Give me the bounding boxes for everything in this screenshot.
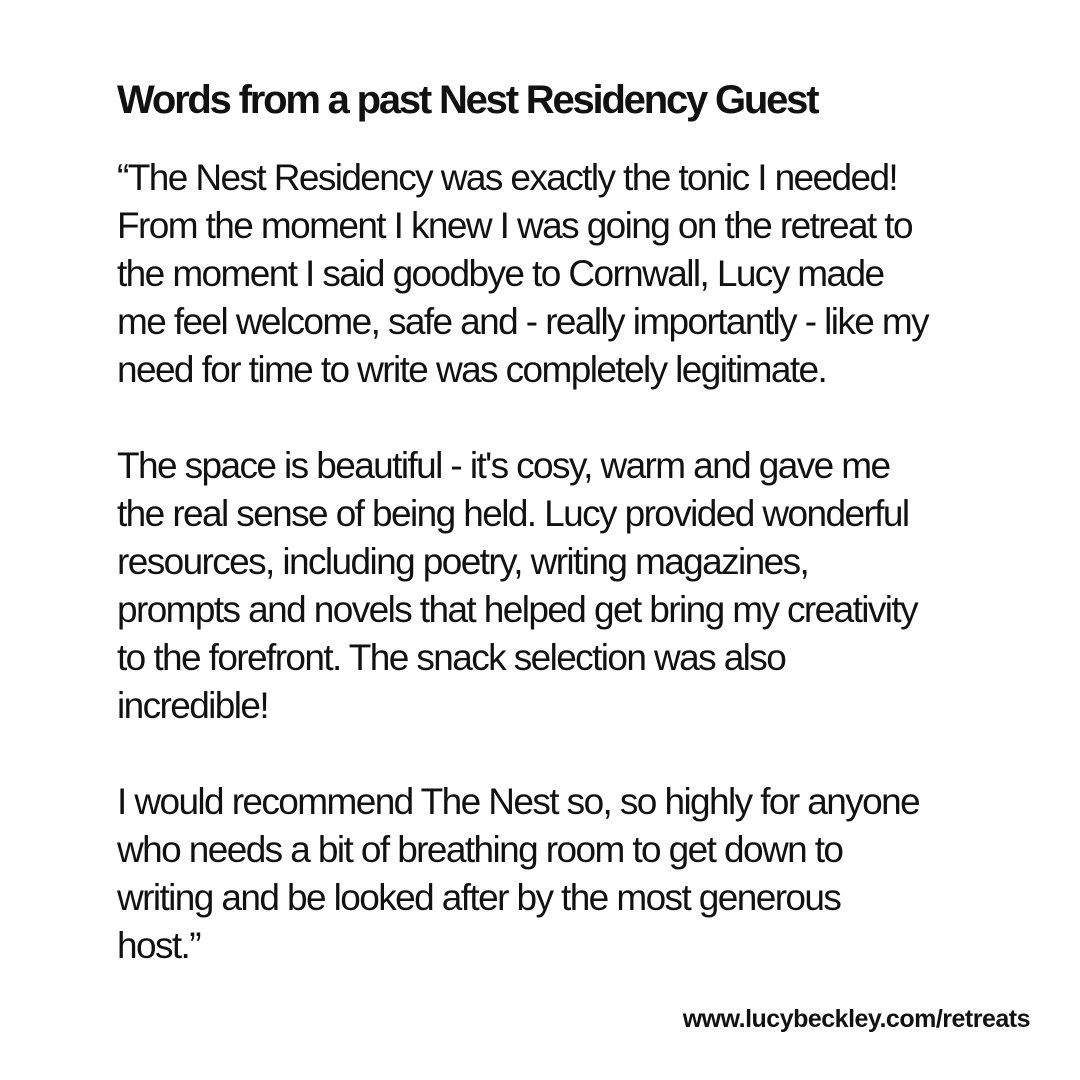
quote-line: host.” bbox=[117, 925, 200, 966]
quote-line: who needs a bit of breathing room to get down to bbox=[117, 829, 843, 870]
quote-line: the real sense of being held. Lucy provided wonderful bbox=[117, 493, 909, 534]
quote-line: prompts and novels that helped get bring my creativity bbox=[117, 589, 918, 630]
quote-paragraph-2 bbox=[117, 442, 1007, 730]
quote-paragraph-1 bbox=[117, 154, 1007, 394]
quote-line: me feel welcome, safe and - really importantly - like my bbox=[117, 301, 929, 342]
quote-line: The space is beautiful - it's cosy, warm and gave me bbox=[117, 445, 890, 486]
quote-line: writing and be looked after by the most generous bbox=[117, 877, 841, 918]
website-link[interactable]: www.lucybeckley.com/retreats bbox=[682, 1005, 1030, 1033]
quote-paragraph-3 bbox=[117, 778, 1007, 970]
testimonial-quote bbox=[117, 154, 1007, 970]
page-title: Words from a past Nest Residency Guest bbox=[117, 78, 818, 122]
quote-line: need for time to write was completely legitimate. bbox=[117, 349, 827, 390]
quote-line: incredible! bbox=[117, 685, 269, 726]
quote-line: resources, including poetry, writing magazines, bbox=[117, 541, 809, 582]
quote-line: I would recommend The Nest so, so highly for anyone bbox=[117, 781, 920, 822]
quote-line: “The Nest Residency was exactly the tonic I needed! bbox=[117, 157, 898, 198]
quote-line: From the moment I knew I was going on the retreat to bbox=[117, 205, 912, 246]
quote-line: to the forefront. The snack selection was also bbox=[117, 637, 786, 678]
quote-line: the moment I said goodbye to Cornwall, Lucy made bbox=[117, 253, 884, 294]
